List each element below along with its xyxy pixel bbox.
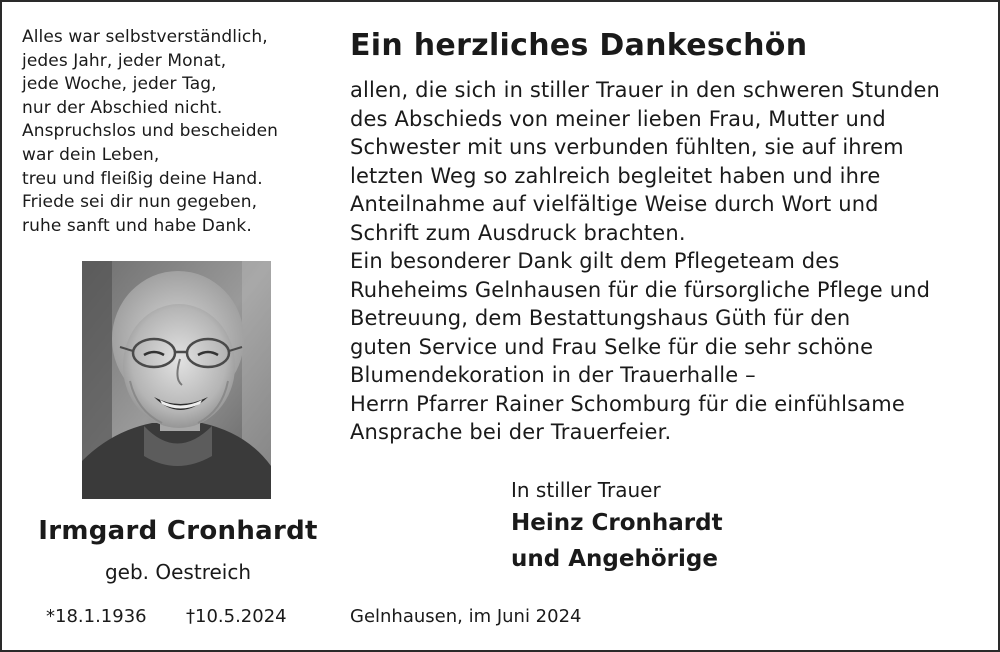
text-line: Schwester mit uns verbunden fühlten, sie auf ihrem (350, 135, 904, 159)
poem-line: Anspruchslos und bescheiden (22, 121, 279, 142)
text-line: Ruheheims Gelnhausen für die fürsorgliche Pflege und (350, 277, 931, 302)
death-date: †10.5.2024 (186, 606, 287, 627)
notice-title: Ein herzliches Dankeschön (350, 28, 808, 63)
text-line: Schrift zum Ausdruck brachten. (350, 220, 686, 245)
poem-line: treu und fleißig deine Hand. (22, 168, 263, 189)
poem-line: jede Woche, jeder Tag, (22, 74, 217, 95)
poem-line: ruhe sanft und habe Dank. (22, 215, 252, 236)
text-line: guten Service und Frau Selke für die sehr schöne (350, 334, 874, 359)
deceased-name: Irmgard Cronhardt (38, 516, 318, 546)
mourning-line: In stiller Trauer (511, 478, 661, 502)
portrait-photo (82, 261, 271, 499)
text-line: allen, die sich in stiller Trauer in den schweren Stunden (350, 78, 941, 102)
text-line: Anteilnahme auf vielfältige Weise durch Wort und (350, 192, 879, 216)
signer-name: Heinz Cronhardt (511, 510, 723, 536)
poem-line: jedes Jahr, jeder Monat, (22, 50, 227, 71)
poem-line: Alles war selbstverständlich, (22, 27, 268, 47)
birth-date: *18.1.1936 (46, 606, 147, 627)
poem-line: war dein Leben, (22, 144, 160, 165)
text-line: Betreuung, dem Bestattungshaus Güth für den (350, 306, 851, 330)
text-line: des Abschieds von meiner lieben Frau, Mutter und (350, 106, 886, 131)
place-date: Gelnhausen, im Juni 2024 (350, 606, 582, 627)
text-line: Blumendekoration in der Trauerhalle – (350, 363, 756, 387)
poem-line: nur der Abschied nicht. (22, 97, 223, 118)
text-line: Ein besonderer Dank gilt dem Pflegeteam des (350, 249, 840, 273)
thank-you-text (350, 76, 990, 447)
signer-relatives: und Angehörige (511, 546, 718, 572)
text-line: Herrn Pfarrer Rainer Schomburg für die einfühlsame (350, 391, 905, 416)
text-line: Ansprache bei der Trauerfeier. (350, 420, 672, 444)
poem-line: Friede sei dir nun gegeben, (22, 192, 258, 213)
memorial-poem (22, 26, 322, 238)
text-line: letzten Weg so zahlreich begleitet haben und ihre (350, 163, 881, 188)
maiden-name: geb. Oestreich (104, 560, 252, 584)
